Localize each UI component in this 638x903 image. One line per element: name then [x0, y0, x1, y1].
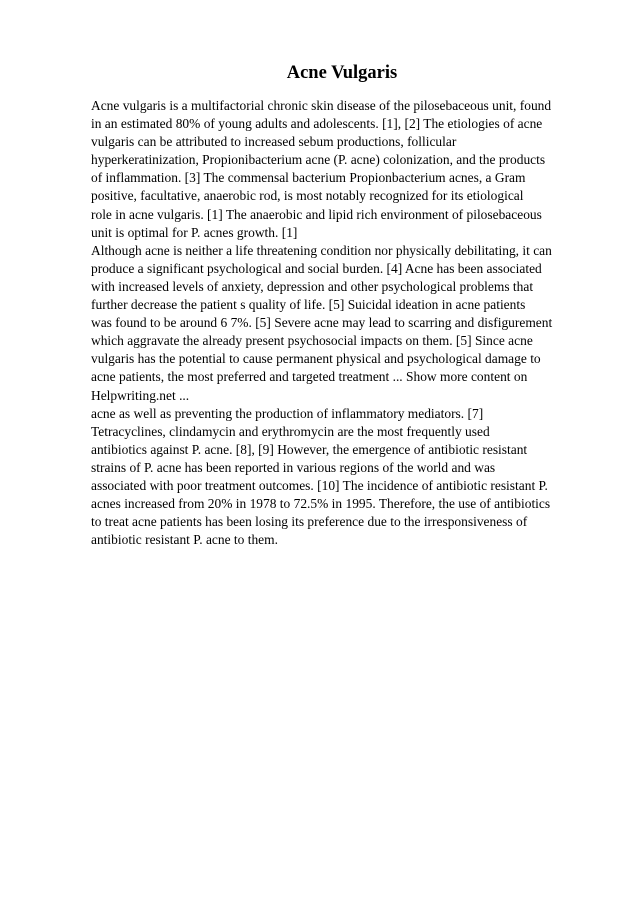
body-line: Although acne is neither a life threatening condition nor physically debilitating, it can: [91, 242, 552, 258]
body-line: antibiotic resistant P. acne to them.: [91, 532, 278, 548]
document-body: [91, 97, 591, 549]
body-line: acne patients, the most preferred and targeted treatment ... Show more content on: [91, 369, 528, 385]
body-line: vulgaris can be attributed to increased sebum productions, follicular: [91, 134, 457, 150]
body-line: in an estimated 80% of young adults and adolescents. [1], [2] The etiologies of acne: [91, 116, 543, 132]
body-line: strains of P. acne has been reported in various regions of the world and was: [91, 459, 496, 475]
body-line: antibiotics against P. acne. [8], [9] However, the emergence of antibiotic resistant: [91, 441, 528, 457]
body-line: produce a significant psychological and social burden. [4] Acne has been associated: [91, 260, 542, 276]
body-line: of inflammation. [3] The commensal bacterium Propionbacterium acnes, a Gram: [91, 170, 526, 186]
body-line: acnes increased from 20% in 1978 to 72.5% in 1995. Therefore, the use of antibiotics: [91, 496, 551, 512]
body-line: unit is optimal for P. acnes growth. [1]: [91, 224, 298, 240]
body-line: which aggravate the already present psychosocial impacts on them. [5] Since acne: [91, 333, 533, 349]
body-line: role in acne vulgaris. [1] The anaerobic and lipid rich environment of pilosebaceous: [91, 206, 542, 222]
body-line: further decrease the patient s quality of life. [5] Suicidal ideation in acne patients: [91, 297, 526, 313]
body-line: hyperkeratinization, Propionibacterium acne (P. acne) colonization, and the products: [91, 152, 546, 168]
body-line: to treat acne patients has been losing its preference due to the irresponsiveness of: [91, 514, 528, 530]
body-line: was found to be around 6 7%. [5] Severe acne may lead to scarring and disfigurement: [91, 315, 553, 331]
body-line: associated with poor treatment outcomes. [10] The incidence of antibiotic resistant P.: [91, 477, 548, 493]
document-title: Acne Vulgaris: [286, 63, 398, 83]
body-line: Helpwriting.net ...: [91, 387, 190, 403]
body-line: acne as well as preventing the production of inflammatory mediators. [7]: [91, 405, 484, 421]
body-line: positive, facultative, anaerobic rod, is most notably recognized for its etiological: [91, 188, 524, 204]
body-line: vulgaris has the potential to cause permanent physical and psychological damage to: [91, 351, 541, 367]
body-line: with increased levels of anxiety, depression and other psychological problems that: [91, 278, 534, 294]
body-line: Acne vulgaris is a multifactorial chronic skin disease of the pilosebaceous unit, found: [91, 98, 552, 113]
body-line: Tetracyclines, clindamycin and erythromycin are the most frequently used: [91, 423, 490, 439]
